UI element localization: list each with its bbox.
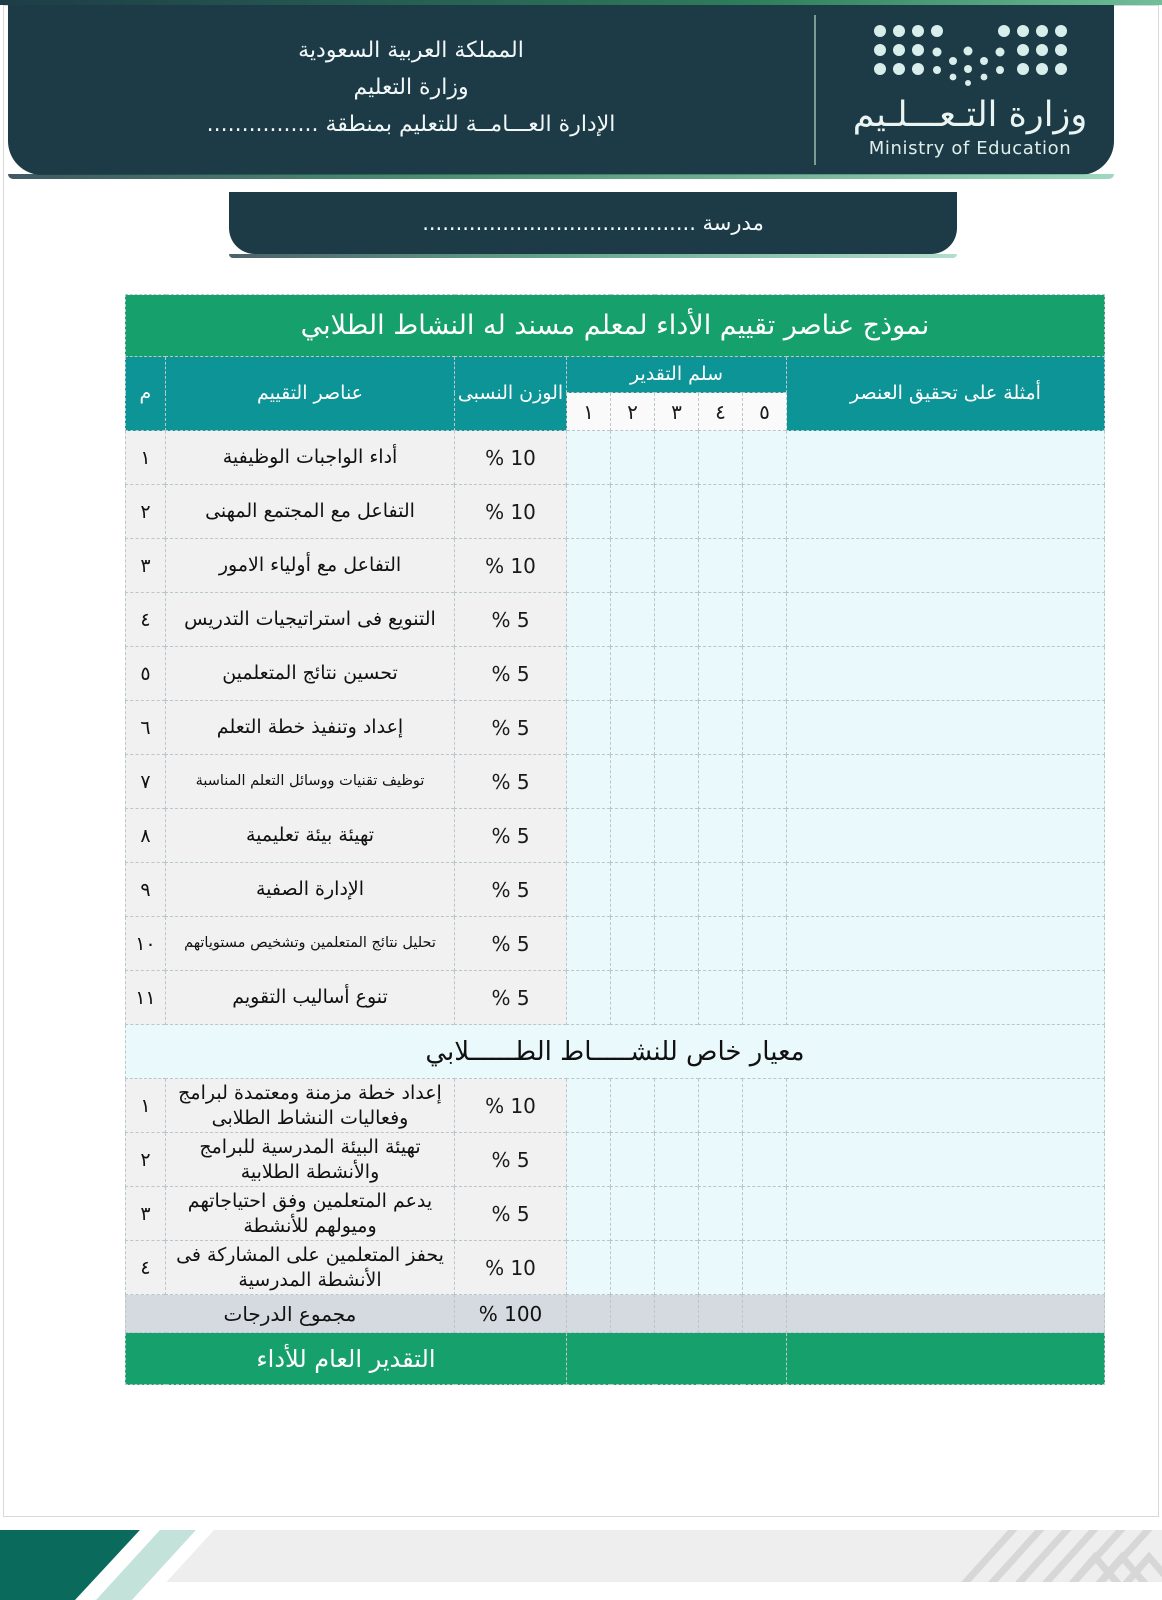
examples-cell[interactable] — [787, 917, 1105, 971]
element-cell: تنوع أساليب التقويم — [166, 971, 455, 1025]
total-value: 100 % — [455, 1295, 567, 1333]
examples-cell[interactable] — [787, 431, 1105, 485]
scale-cell-2[interactable] — [611, 1187, 655, 1241]
table-row — [125, 971, 1104, 1025]
scale-cell-1[interactable] — [567, 755, 611, 809]
examples-cell[interactable] — [787, 1241, 1105, 1295]
scale-cell-3[interactable] — [655, 971, 699, 1025]
column-header-element: عناصر التقييم — [166, 357, 455, 431]
scale-cell-2[interactable] — [611, 593, 655, 647]
weight-cell: 10 % — [455, 1241, 567, 1295]
total-scale-3 — [655, 1295, 699, 1333]
table-row — [125, 1133, 1104, 1187]
scale-cell-4[interactable] — [699, 431, 743, 485]
scale-cell-2[interactable] — [611, 1133, 655, 1187]
examples-cell[interactable] — [787, 485, 1105, 539]
element-cell: أداء الواجبات الوظيفية — [166, 431, 455, 485]
evaluation-table-container — [130, 294, 1105, 1385]
scale-cell-5[interactable] — [743, 1079, 787, 1133]
scale-cell-5[interactable] — [743, 539, 787, 593]
header-banner — [8, 5, 1114, 175]
scale-cell-5[interactable] — [743, 1133, 787, 1187]
scale-cell-4[interactable] — [699, 1133, 743, 1187]
row-number: ٢ — [125, 485, 165, 539]
scale-cell-2[interactable] — [611, 647, 655, 701]
scale-cell-5[interactable] — [743, 1241, 787, 1295]
element-cell: إعداد وتنفيذ خطة التعلم — [166, 701, 455, 755]
total-scale-5 — [743, 1295, 787, 1333]
examples-cell[interactable] — [787, 863, 1105, 917]
weight-cell: 5 % — [455, 917, 567, 971]
scale-cell-4[interactable] — [699, 593, 743, 647]
column-header-examples: أمثلة على تحقيق العنصر — [787, 357, 1105, 431]
table-row — [125, 755, 1104, 809]
scale-cell-3[interactable] — [655, 485, 699, 539]
total-examples-blank — [787, 1295, 1105, 1333]
examples-cell[interactable] — [787, 1133, 1105, 1187]
scale-cell-1[interactable] — [567, 971, 611, 1025]
element-cell: التفاعل مع أولياء الامور — [166, 539, 455, 593]
row-number: ٨ — [125, 809, 165, 863]
element-cell: توظيف تقنيات ووسائل التعلم المناسبة — [166, 755, 455, 809]
examples-cell[interactable] — [787, 539, 1105, 593]
scale-cell-5[interactable] — [743, 431, 787, 485]
examples-cell[interactable] — [787, 593, 1105, 647]
examples-cell[interactable] — [787, 701, 1105, 755]
footer-decoration — [0, 1512, 1162, 1600]
row-number: ٣ — [125, 1187, 165, 1241]
total-scale-2 — [611, 1295, 655, 1333]
scale-cell-3[interactable] — [655, 593, 699, 647]
scale-cell-4[interactable] — [699, 1079, 743, 1133]
scale-cell-3[interactable] — [655, 755, 699, 809]
element-cell: تحليل نتائج المتعلمين وتشخيص مستوياتهم — [166, 917, 455, 971]
header-text-block — [8, 38, 814, 143]
element-cell: تهيئة البيئة المدرسية للبرامج والأنشطة الطلابية — [166, 1133, 455, 1187]
scale-cell-4[interactable] — [699, 917, 743, 971]
scale-cell-5[interactable] — [743, 809, 787, 863]
scale-cell-1[interactable] — [567, 1187, 611, 1241]
row-number: ١ — [125, 1079, 165, 1133]
weight-cell: 5 % — [455, 1187, 567, 1241]
scale-value-2: ٢ — [611, 393, 655, 431]
scale-cell-3[interactable] — [655, 539, 699, 593]
row-number: ١٠ — [125, 917, 165, 971]
table-row — [125, 485, 1104, 539]
scale-cell-4[interactable] — [699, 647, 743, 701]
examples-cell[interactable] — [787, 971, 1105, 1025]
scale-value-3: ٣ — [655, 393, 699, 431]
footer-graphic — [0, 1512, 1162, 1600]
header-ministry: وزارة التعليم — [353, 74, 469, 100]
weight-cell: 10 % — [455, 485, 567, 539]
scale-cell-2[interactable] — [611, 701, 655, 755]
ministry-logo — [814, 15, 1114, 165]
weight-cell: 5 % — [455, 971, 567, 1025]
total-label: مجموع الدرجات — [125, 1295, 454, 1333]
table-row — [125, 1241, 1104, 1295]
table-row — [125, 1187, 1104, 1241]
scale-cell-2[interactable] — [611, 917, 655, 971]
table-row — [125, 701, 1104, 755]
row-number: ١١ — [125, 971, 165, 1025]
scale-cell-1[interactable] — [567, 647, 611, 701]
total-scale-4 — [699, 1295, 743, 1333]
scale-cell-4[interactable] — [699, 1187, 743, 1241]
table-title-row — [125, 295, 1104, 357]
scale-cell-1[interactable] — [567, 1079, 611, 1133]
scale-cell-2[interactable] — [611, 485, 655, 539]
scale-cell-4[interactable] — [699, 809, 743, 863]
scale-cell-5[interactable] — [743, 863, 787, 917]
section-title: معيار خاص للنشـــــاط الطــــــلابي — [125, 1025, 1104, 1079]
scale-cell-5[interactable] — [743, 755, 787, 809]
scale-cell-2[interactable] — [611, 1079, 655, 1133]
scale-cell-1[interactable] — [567, 485, 611, 539]
column-header-number: م — [125, 357, 165, 431]
scale-cell-3[interactable] — [655, 647, 699, 701]
scale-value-5: ٥ — [743, 393, 787, 431]
scale-cell-1[interactable] — [567, 1133, 611, 1187]
element-cell: التفاعل مع المجتمع المهنى — [166, 485, 455, 539]
scale-cell-5[interactable] — [743, 917, 787, 971]
element-cell: تحسين نتائج المتعلمين — [166, 647, 455, 701]
weight-cell: 10 % — [455, 539, 567, 593]
final-rating-row — [125, 1333, 1104, 1385]
element-cell: تهيئة بيئة تعليمية — [166, 809, 455, 863]
total-scale-1 — [567, 1295, 611, 1333]
examples-cell[interactable] — [787, 755, 1105, 809]
scale-cell-1[interactable] — [567, 539, 611, 593]
row-number: ٩ — [125, 863, 165, 917]
scale-cell-3[interactable] — [655, 917, 699, 971]
element-cell: إعداد خطة مزمنة ومعتمدة لبرامج وفعاليات النشاط الطلابى — [166, 1079, 455, 1133]
table-row — [125, 917, 1104, 971]
scale-cell-5[interactable] — [743, 647, 787, 701]
table-row — [125, 809, 1104, 863]
element-cell: التنويع فى استراتيجيات التدريس — [166, 593, 455, 647]
column-header-scale-group: سلم التقدير — [567, 357, 787, 393]
table-header-row-1 — [125, 357, 1104, 393]
scale-cell-2[interactable] — [611, 539, 655, 593]
scale-cell-3[interactable] — [655, 809, 699, 863]
row-number: ٧ — [125, 755, 165, 809]
row-number: ٤ — [125, 593, 165, 647]
column-header-weight: الوزن النسبى — [455, 357, 567, 431]
table-row — [125, 1079, 1104, 1133]
scale-cell-5[interactable] — [743, 593, 787, 647]
scale-cell-1[interactable] — [567, 863, 611, 917]
final-scale-blank[interactable] — [567, 1333, 787, 1385]
examples-cell[interactable] — [787, 809, 1105, 863]
table-row — [125, 431, 1104, 485]
row-number: ٥ — [125, 647, 165, 701]
total-row — [125, 1295, 1104, 1333]
weight-cell: 5 % — [455, 809, 567, 863]
saudi-vision-dots-icon — [868, 21, 1073, 89]
scale-value-1: ١ — [567, 393, 611, 431]
scale-cell-3[interactable] — [655, 1133, 699, 1187]
header-directorate: الإدارة العـــامــة للتعليم بمنطقة ................ — [206, 111, 616, 137]
examples-cell[interactable] — [787, 1187, 1105, 1241]
element-cell: يدعم المتعلمين وفق احتياجاتهم وميولهم للأنشطة — [166, 1187, 455, 1241]
scale-cell-4[interactable] — [699, 485, 743, 539]
scale-cell-3[interactable] — [655, 1187, 699, 1241]
scale-cell-2[interactable] — [611, 863, 655, 917]
scale-cell-4[interactable] — [699, 863, 743, 917]
scale-cell-1[interactable] — [567, 917, 611, 971]
scale-value-4: ٤ — [699, 393, 743, 431]
row-number: ١ — [125, 431, 165, 485]
scale-cell-3[interactable] — [655, 863, 699, 917]
scale-cell-3[interactable] — [655, 1079, 699, 1133]
scale-cell-3[interactable] — [655, 1241, 699, 1295]
logo-arabic-text: وزارة التـعـــلـيم — [852, 95, 1088, 135]
table-title: نموذج عناصر تقييم الأداء لمعلم مسند له النشاط الطلابي — [125, 295, 1104, 357]
weight-cell: 5 % — [455, 647, 567, 701]
final-rating-label: التقدير العام للأداء — [125, 1333, 566, 1385]
weight-cell: 5 % — [455, 1133, 567, 1187]
table-row — [125, 647, 1104, 701]
school-name-tab — [229, 192, 957, 254]
evaluation-table — [125, 294, 1105, 1385]
row-number: ٣ — [125, 539, 165, 593]
element-cell: يحفز المتعلمين على المشاركة فى الأنشطة المدرسية — [166, 1241, 455, 1295]
scale-cell-4[interactable] — [699, 971, 743, 1025]
weight-cell: 10 % — [455, 431, 567, 485]
table-row — [125, 539, 1104, 593]
scale-cell-5[interactable] — [743, 485, 787, 539]
scale-cell-5[interactable] — [743, 701, 787, 755]
scale-cell-4[interactable] — [699, 701, 743, 755]
scale-cell-3[interactable] — [655, 431, 699, 485]
header-country: المملكة العربية السعودية — [298, 37, 524, 63]
scale-cell-2[interactable] — [611, 971, 655, 1025]
examples-cell[interactable] — [787, 1079, 1105, 1133]
table-row — [125, 593, 1104, 647]
weight-cell: 5 % — [455, 593, 567, 647]
scale-cell-2[interactable] — [611, 755, 655, 809]
section-divider-row — [125, 1025, 1104, 1079]
table-row — [125, 863, 1104, 917]
scale-cell-4[interactable] — [699, 755, 743, 809]
school-name-label: مدرسة ......................................... — [422, 211, 764, 235]
scale-cell-3[interactable] — [655, 701, 699, 755]
scale-cell-1[interactable] — [567, 1241, 611, 1295]
scale-cell-1[interactable] — [567, 809, 611, 863]
scale-cell-2[interactable] — [611, 431, 655, 485]
element-cell: الإدارة الصفية — [166, 863, 455, 917]
scale-cell-2[interactable] — [611, 809, 655, 863]
weight-cell: 5 % — [455, 755, 567, 809]
weight-cell: 5 % — [455, 863, 567, 917]
scale-cell-4[interactable] — [699, 1241, 743, 1295]
weight-cell: 10 % — [455, 1079, 567, 1133]
final-examples-blank — [787, 1333, 1105, 1385]
row-number: ٢ — [125, 1133, 165, 1187]
scale-cell-5[interactable] — [743, 1187, 787, 1241]
scale-cell-1[interactable] — [567, 593, 611, 647]
examples-cell[interactable] — [787, 647, 1105, 701]
scale-cell-4[interactable] — [699, 539, 743, 593]
scale-cell-1[interactable] — [567, 701, 611, 755]
row-number: ٦ — [125, 701, 165, 755]
logo-english-text: Ministry of Education — [868, 138, 1072, 159]
weight-cell: 5 % — [455, 701, 567, 755]
scale-cell-1[interactable] — [567, 431, 611, 485]
scale-cell-5[interactable] — [743, 971, 787, 1025]
scale-cell-2[interactable] — [611, 1241, 655, 1295]
row-number: ٤ — [125, 1241, 165, 1295]
